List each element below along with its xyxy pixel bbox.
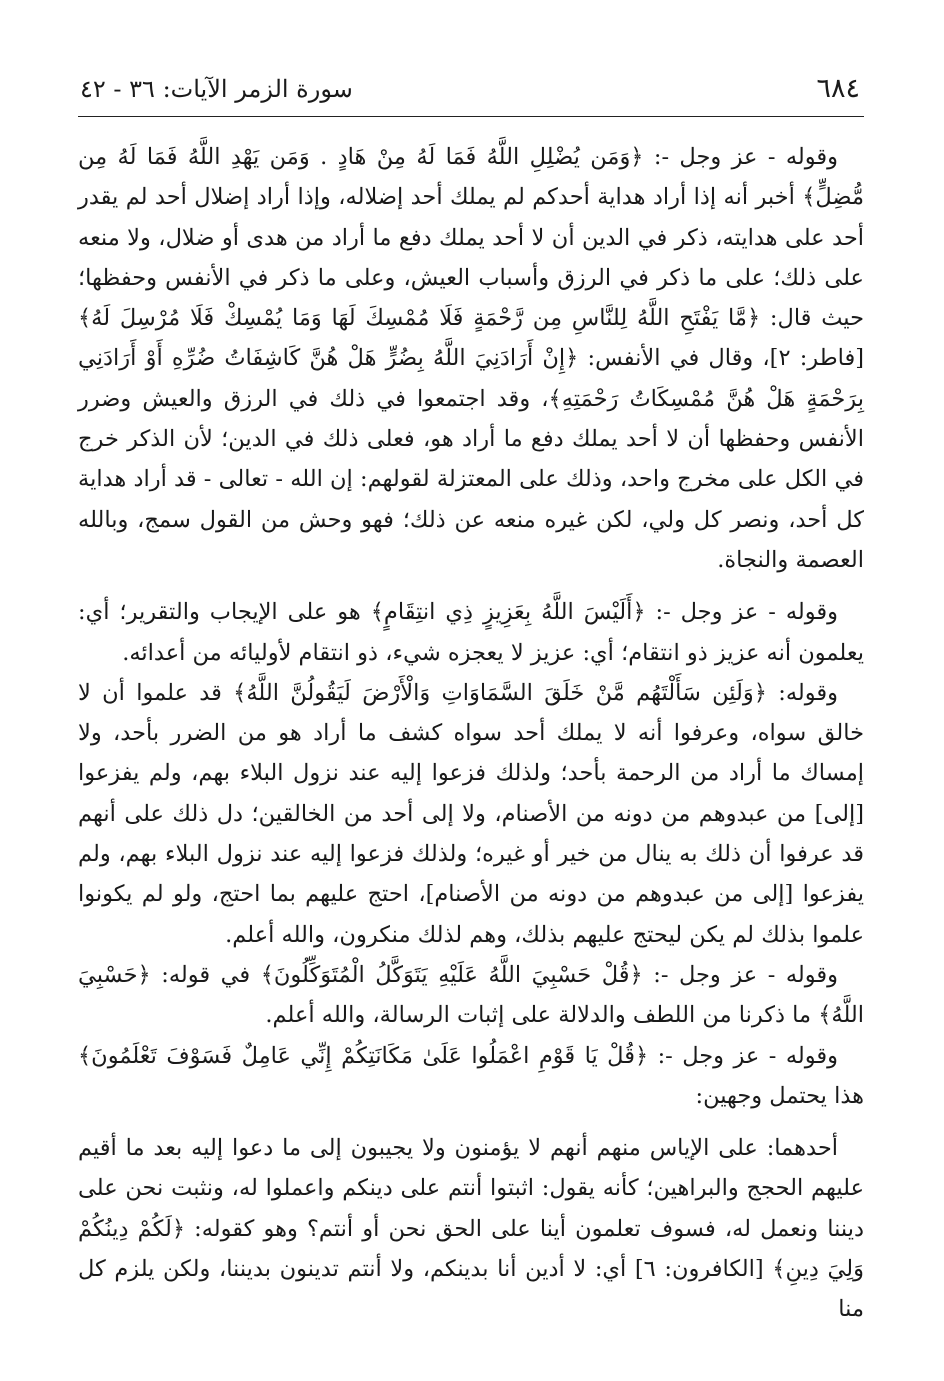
page-number: ٦٨٤ bbox=[816, 73, 860, 104]
paragraph: أحدهما: على الإياس منهم أنهم لا يؤمنون ولا يجيبون إلى ما دعوا إليه بعد ما أقيم عليهم الحجج والبراهين؛ كأنه يقول: اثبتوا أنتم على دينكم واعملوا له، ونثبت نحن على ديننا ونعمل له، فسوف تعلمون أينا على الحق نحن أو أنتم؟ وهو كقوله: ﴿لَكُمْ دِينُكُمْ وَلِيَ دِينِ﴾ [الكافرون: ٦] أي: لا أدين أنا بدينكم، ولا أنتم تدينون بديننا، ولكن يلزم كل منا bbox=[78, 1135, 864, 1323]
running-title: سورة الزمر الآيات: ٣٦ - ٤٢ bbox=[80, 75, 353, 103]
paragraph: وقوله - عز وجل -: ﴿قُلْ حَسْبِيَ اللَّهُ عَلَيْهِ يَتَوَكَّلُ الْمُتَوَكِّلُونَ﴾ في قوله: ﴿حَسْبِيَ اللَّهُ﴾ ما ذكرنا من اللطف والدلالة على إثبات الرسالة، والله أعلم. bbox=[78, 961, 864, 1029]
paragraph: وقوله: ﴿وَلَئِن سَأَلْتَهُم مَّنْ خَلَقَ السَّمَاوَاتِ وَالْأَرْضَ لَيَقُولُنَّ اللَّهُ﴾ قد علموا أن لا خالق سواه، وعرفوا أنه لا يملك أحد سواه كشف ما أراد هو من الضرر بأحد، ولا إمساك ما أراد من الرحمة بأحد؛ ولذلك فزعوا إليه عند نزول البلاء بهم، ولم يفزعوا [إلى] من عبدوهم من دونه من الأصنام، ولا إلى أحد من الخالقين؛ دل ذلك على أنهم قد عرفوا أن ذلك به ينال من خير أو غيره؛ ولذلك فزعوا إليه عند نزول البلاء بهم، ولم يفزعوا [إلى من عبدوهم من دونه من الأصنام]، احتج عليهم بما احتج، ولو لم يكونوا علموا بذلك لم يكن ليحتج عليهم بذلك، وهم لذلك منكرون، والله أعلم. bbox=[78, 679, 864, 948]
paragraph: وقوله - عز وجل -: ﴿وَمَن يُضْلِلِ اللَّهُ فَمَا لَهُ مِنْ هَادٍ . وَمَن يَهْدِ اللَّهُ فَمَا لَهُ مِن مُّضِلٍّ﴾ أخبر أنه إذا أراد هداية أحدكم لم يملك أحد إضلاله، وإذا أراد إضلال أحد لم يقدر أحد على هدايته، ذكر في الدين أن لا أحد يملك دفع ما أراد من هدى أو ضلال، ولا منعه على ذلك؛ على ما ذكر في الرزق وأسباب العيش، وعلى ما ذكر في الأنفس وحفظها؛ حيث قال: ﴿مَّا يَفْتَحِ اللَّهُ لِلنَّاسِ مِن رَّحْمَةٍ فَلَا مُمْسِكَ لَهَا وَمَا يُمْسِكْ فَلَا مُرْسِلَ لَهُ﴾ [فاطر: ٢]، وقال في الأنفس: ﴿إِنْ أَرَادَنِيَ اللَّهُ بِضُرٍّ هَلْ هُنَّ كَاشِفَاتُ ضُرِّهِ أَوْ أَرَادَنِي بِرَحْمَةٍ هَلْ هُنَّ مُمْسِكَاتُ رَحْمَتِهِ﴾، وقد اجتمعوا في ذلك في الرزق والعيش وضرر الأنفس وحفظها أن لا أحد يملك دفع ما أراد هو، فعلى ذلك في الدين؛ لأن الذكر خرج في الكل على مخرج واحد، وذلك على المعتزلة لقولهم: إن الله - تعالى - قد أراد هداية كل أحد، ونصر كل ولي، لكن غيره منعه عن ذلك؛ فهو وحش من القول سمج، وبالله العصمة والنجاة. bbox=[78, 144, 865, 573]
paragraph: وقوله - عز وجل -: ﴿قُلْ يَا قَوْمِ اعْمَلُوا عَلَىٰ مَكَانَتِكُمْ إِنِّي عَامِلٌ فَسَوْفَ تَعْلَمُونَ﴾ هذا يحتمل وجهين: bbox=[78, 1042, 864, 1109]
page-header bbox=[78, 60, 864, 110]
book-page bbox=[78, 60, 864, 1360]
header-rule bbox=[78, 116, 864, 117]
page-body bbox=[78, 137, 864, 1330]
paragraph: وقوله - عز وجل -: ﴿أَلَيْسَ اللَّهُ بِعَزِيزٍ ذِي انتِقَامٍ﴾ هو على الإيجاب والتقرير؛ أي: يعلمون أنه عزيز ذو انتقام؛ أي: عزيز لا يعجزه شيء، ذو انتقام لأوليائه من أعدائه. bbox=[78, 599, 864, 666]
